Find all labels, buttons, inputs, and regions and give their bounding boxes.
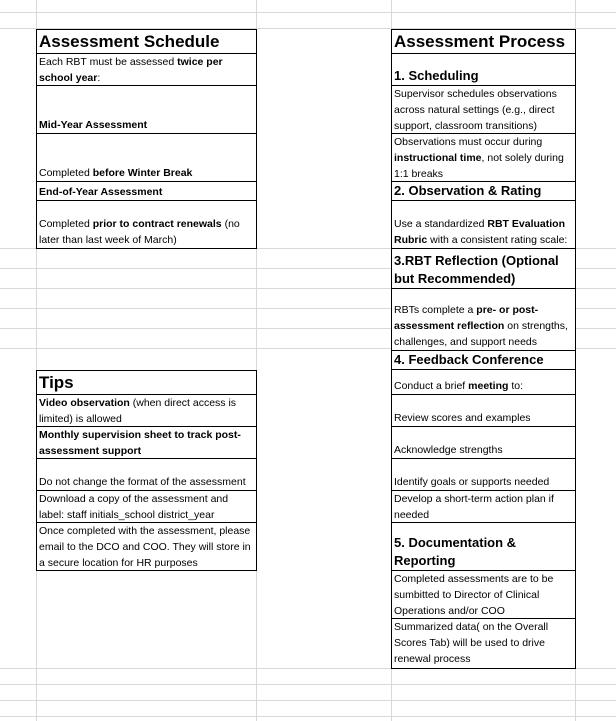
- tip-item: Do not change the format of the assessment: [36, 459, 257, 491]
- end-year-label: End-of-Year Assessment: [36, 182, 257, 201]
- documentation-text: Completed assessments are to be sumbitted to Director of Clinical Operations and/or COO: [391, 571, 576, 619]
- observation-heading: 2. Observation & Rating: [391, 182, 576, 201]
- observation-text: Use a standardized RBT Evaluation Rubric with a consistent rating scale:: [391, 201, 576, 249]
- feedback-item: Develop a short-term action plan if needed: [391, 491, 576, 523]
- mid-year-label: Mid-Year Assessment: [36, 86, 257, 134]
- reflection-heading: 3.RBT Reflection (Optional but Recommended): [391, 249, 576, 289]
- schedule-intro: Each RBT must be assessed twice per school year:: [36, 54, 257, 86]
- tips-title: Tips: [36, 370, 257, 395]
- schedule-title: Assessment Schedule: [36, 29, 257, 54]
- feedback-item: Acknowledge strengths: [391, 427, 576, 459]
- reflection-text: RBTs complete a pre- or post-assessment reflection on strengths, challenges, and support needs: [391, 289, 576, 351]
- tip-item: Once completed with the assessment, please email to the DCO and COO. They will store in a secure location for HR purposes: [36, 523, 257, 571]
- scheduling-time-text: Observations must occur during instructional time, not solely during 1:1 breaks: [391, 134, 576, 182]
- tip-item: Video observation (when direct access is limited) is allowed: [36, 395, 257, 427]
- tip-item: Download a copy of the assessment and label: staff initials_school district_year: [36, 491, 257, 523]
- documentation-summary: Summarized data( on the Overall Scores Tab) will be used to drive renewal process: [391, 619, 576, 669]
- tip-item: Monthly supervision sheet to track post-assessment support: [36, 427, 257, 459]
- feedback-item: Review scores and examples: [391, 395, 576, 427]
- scheduling-heading: 1. Scheduling: [391, 54, 576, 86]
- mid-year-detail: Completed before Winter Break: [36, 134, 257, 182]
- feedback-heading: 4. Feedback Conference: [391, 351, 576, 370]
- feedback-item: Identify goals or supports needed: [391, 459, 576, 491]
- scheduling-text: Supervisor schedules observations across natural settings (e.g., direct support, classroom transitions): [391, 86, 576, 134]
- end-year-detail: Completed prior to contract renewals (no later than last week of March): [36, 201, 257, 249]
- feedback-text: Conduct a brief meeting to:: [391, 370, 576, 395]
- process-title: Assessment Process: [391, 29, 576, 54]
- documentation-heading: 5. Documentation & Reporting: [391, 523, 576, 571]
